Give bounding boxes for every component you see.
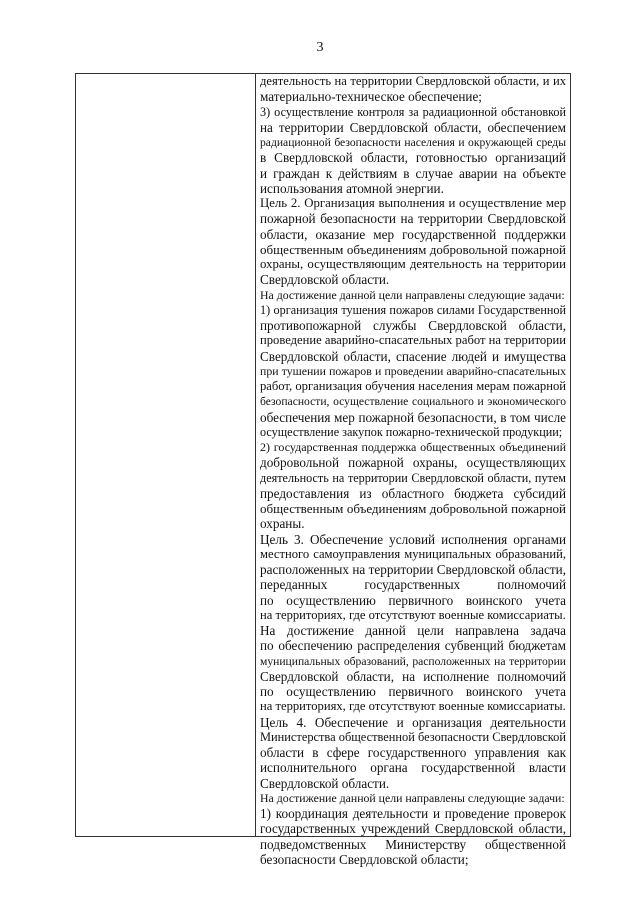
table-left-cell xyxy=(76,74,256,836)
text-line: противопожарной службы Свердловской области, xyxy=(260,318,566,333)
text-line: Свердловской области, на исполнение полномочий xyxy=(260,668,566,684)
text-line: 2) государственная поддержка общественных объединений xyxy=(260,440,566,454)
text-line: Цель 2. Организация выполнения и осуществление мер xyxy=(260,196,566,210)
text-line: при тушении пожаров и проведении аварийно-спасательных xyxy=(260,363,566,378)
text-line: в Свердловской области, готовностью организаций xyxy=(260,150,566,166)
text-line: предоставления из областного бюджета субсидий xyxy=(260,485,566,501)
text-line: добровольной пожарной охраны, осуществляющих xyxy=(260,455,566,471)
text-line: на территории Свердловской области, обеспечением xyxy=(260,119,566,135)
text-line: 1) организация тушения пожаров силами Государственной xyxy=(260,302,566,317)
text-line: безопасности, осуществление социального и экономического xyxy=(260,395,566,409)
text-line: На достижение данной цели направлена задача xyxy=(260,623,566,638)
text-line: исполнительного органа государственной власти xyxy=(260,760,566,776)
text-line: области, оказание мер государственной поддержки xyxy=(260,226,566,242)
document-table xyxy=(75,73,571,867)
text-line: деятельность на территории Свердловской области, и их xyxy=(260,74,566,88)
text-line: 1) координация деятельности и проведение проверок xyxy=(260,806,566,821)
text-line: материально-техническое обеспечение; xyxy=(260,89,482,105)
text-line: проведение аварийно-спасательных работ на территории xyxy=(260,333,566,348)
text-line: общественным объединениям добровольной пожарной xyxy=(260,241,566,257)
text-line: охраны. xyxy=(260,516,305,532)
text-line: местного самоуправления муниципальных образований, xyxy=(260,546,566,561)
table-right-cell xyxy=(260,74,566,867)
text-line: деятельность на территории Свердловской области, путем xyxy=(260,470,566,485)
text-line: переданных государственных полномочий xyxy=(260,577,566,593)
text-line: области в сфере государственного управления как xyxy=(260,745,566,760)
text-line: охраны, осуществляющим деятельность на территории xyxy=(260,257,566,271)
text-line: на территориях, где отсутствуют военные комиссариаты. xyxy=(260,699,566,714)
text-line: Цель 3. Обеспечение условий исполнения органами xyxy=(260,531,566,547)
text-line: Свердловской области. xyxy=(260,775,390,791)
text-line: по осуществлению первичного воинского учета xyxy=(260,592,566,608)
text-line: государственных учреждений Свердловской области, xyxy=(260,821,566,837)
text-line: по осуществлению первичного воинского учета xyxy=(260,684,566,699)
text-line: На достижение данной цели направлены следующие задачи: xyxy=(260,287,565,302)
text-line: общественным объединениям добровольной пожарной xyxy=(260,501,566,516)
text-line: использования атомной энергии. xyxy=(260,180,444,196)
text-line: безопасности Свердловской области; xyxy=(260,851,469,867)
text-line: подведомственных Министерству общественной xyxy=(260,836,566,852)
text-line: обеспечения мер пожарной безопасности, в том числе xyxy=(260,409,566,425)
text-line: радиационной безопасности населения и окружающей среды xyxy=(260,136,566,149)
text-line: Свердловской области, спасение людей и имущества xyxy=(260,348,566,364)
text-line: 3) осуществление контроля за радиационной обстановкой xyxy=(260,104,566,119)
text-line: Цель 4. Обеспечение и организация деятельности xyxy=(260,714,566,730)
text-line: и граждан к действиям в случае аварии на объекте xyxy=(260,165,566,181)
text-line: расположенных на территории Свердловской области, xyxy=(260,562,566,577)
text-line: На достижение данной цели направлены следующие задачи: xyxy=(260,790,565,805)
text-line: Министерства общественной безопасности Свердловской xyxy=(260,729,566,744)
text-line: муниципальных образований, расположенных на территории xyxy=(260,654,566,668)
text-line: по обеспечению распределения субвенций бюджетам xyxy=(260,638,566,654)
text-line: работ, организация обучения населения мерам пожарной xyxy=(260,379,566,393)
text-line: Свердловской области. xyxy=(260,272,390,288)
text-line: осуществление закупок пожарно-технической продукции; xyxy=(260,424,563,439)
text-line: пожарной безопасности на территории Свердловской xyxy=(260,211,566,227)
page-number: 3 xyxy=(316,40,324,55)
text-line: на территориях, где отсутствуют военные комиссариаты. xyxy=(260,607,566,622)
